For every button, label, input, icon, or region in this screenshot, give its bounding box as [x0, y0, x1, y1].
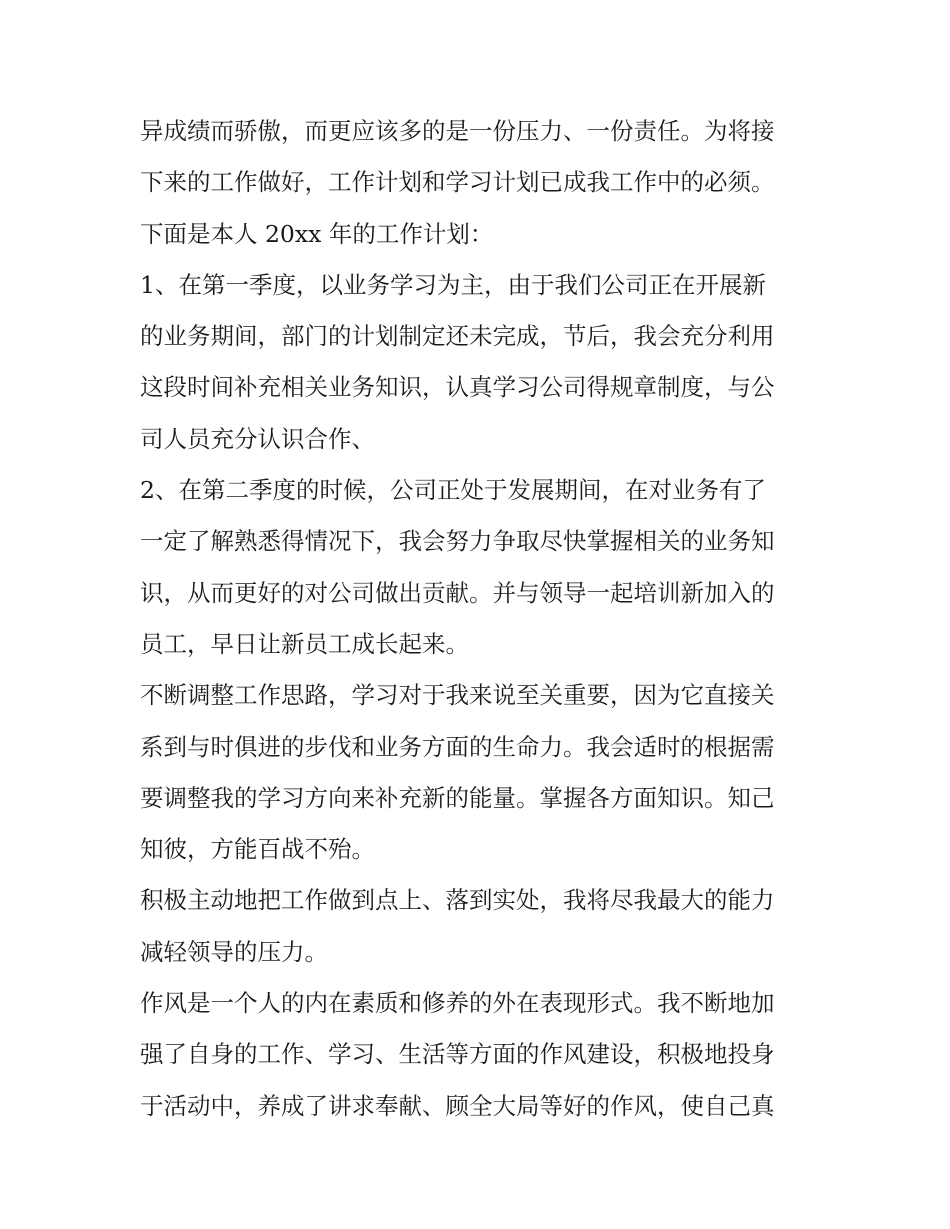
- text-line: 要调整我的学习方向来补充新的能量。掌握各方面知识。知己: [140, 783, 775, 812]
- text-line: 的业务期间，部门的计划制定还未完成，节后，我会充分利用: [140, 322, 775, 351]
- text-line: 强了自身的工作、学习、生活等方面的作风建设，积极地投身: [140, 1040, 775, 1069]
- text-line: 知彼，方能百战不殆。: [140, 835, 375, 864]
- text-line: 作风是一个人的内在素质和修养的外在表现形式。我不断地加: [140, 989, 775, 1018]
- text-line: 1、在第一季度，以业务学习为主，由于我们公司正在开展新: [140, 270, 766, 299]
- text-line: 下面是本人 20xx 年的工作计划：: [140, 219, 494, 248]
- text-line: 异成绩而骄傲，而更应该多的是一份压力、一份责任。为将接: [140, 117, 775, 145]
- text-line: 司人员充分认识合作、: [140, 424, 375, 453]
- text-line: 减轻领导的压力。: [140, 937, 328, 966]
- text-line: 不断调整工作思路，学习对于我来说至关重要，因为它直接关: [140, 681, 775, 710]
- text-line: 下来的工作做好，工作计划和学习计划已成我工作中的必须。: [140, 168, 775, 197]
- text-line: 识，从而更好的对公司做出贡献。并与领导一起培训新加入的: [140, 578, 775, 607]
- text-line: 系到与时俱进的步伐和业务方面的生命力。我会适时的根据需: [140, 732, 775, 761]
- text-line: 一定了解熟悉得情况下，我会努力争取尽快掌握相关的业务知: [140, 527, 775, 556]
- text-line: 这段时间补充相关业务知识，认真学习公司得规章制度，与公: [140, 373, 775, 402]
- text-line: 积极主动地把工作做到点上、落到实处，我将尽我最大的能力: [140, 886, 775, 915]
- text-line: 于活动中，养成了讲求奉献、顾全大局等好的作风，使自己真: [140, 1091, 775, 1120]
- text-line: 2、在第二季度的时候，公司正处于发展期间，在对业务有了: [140, 476, 766, 505]
- document-body: [140, 106, 812, 1132]
- text-line: 员工，早日让新员工成长起来。: [140, 629, 469, 658]
